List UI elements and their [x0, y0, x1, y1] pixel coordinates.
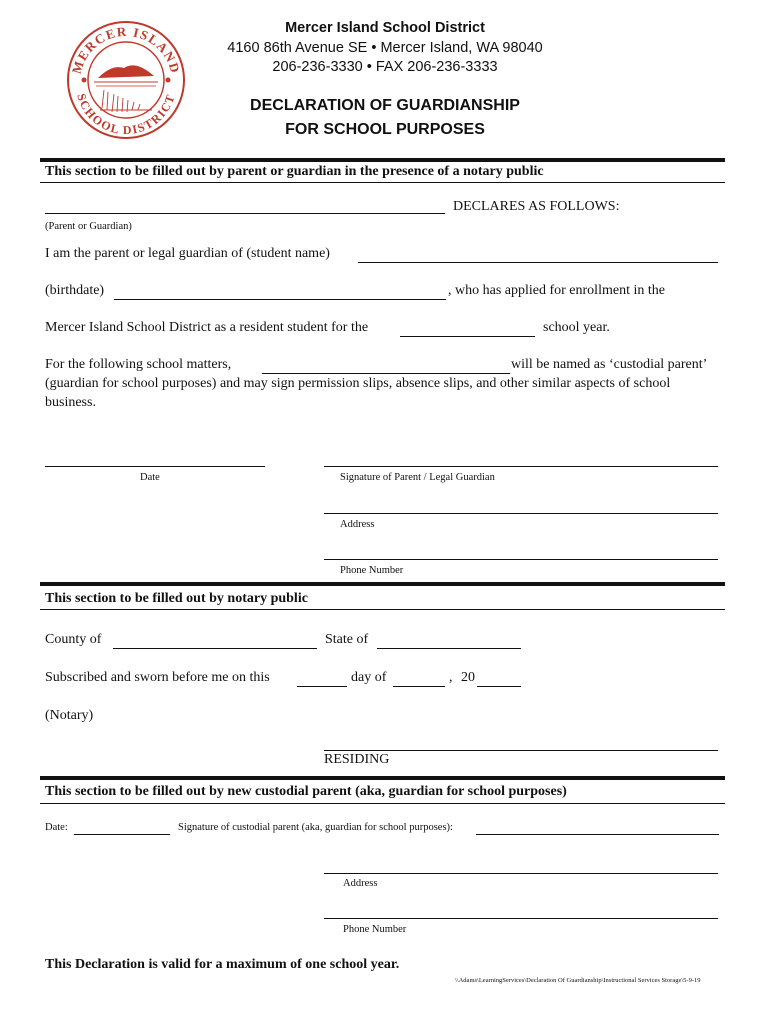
- county-field[interactable]: [113, 648, 317, 649]
- state-field[interactable]: [377, 648, 521, 649]
- matters-text-a: For the following school matters,: [45, 357, 232, 372]
- sworn-year-field[interactable]: [477, 686, 521, 687]
- seal-text-bottom: SCHOOL DISTRICT: [74, 91, 178, 138]
- form-title-line2: FOR SCHOOL PURPOSES: [285, 121, 485, 138]
- birthdate-field[interactable]: [114, 299, 446, 300]
- custodial-address-field[interactable]: [324, 873, 718, 874]
- parent-name-field[interactable]: [45, 213, 445, 214]
- matters-text-b: will be named as ‘custodial parent’: [511, 357, 708, 372]
- form-title-line1: DECLARATION OF GUARDIANSHIP: [250, 97, 520, 114]
- matters-text-d: business.: [45, 395, 96, 410]
- district-phone: 206-236-3330 • FAX 206-236-3333: [272, 59, 498, 75]
- custodial-name-field[interactable]: [262, 373, 510, 374]
- section1-bottom-rule: [40, 182, 725, 183]
- date-field[interactable]: [45, 466, 265, 467]
- sworn-day-field[interactable]: [297, 686, 347, 687]
- matters-text-c: (guardian for school purposes) and may sign permission slips, absence slips, and other similar aspects of school: [45, 376, 671, 391]
- parent-caption: (Parent or Guardian): [45, 221, 132, 232]
- guardian-signature-field[interactable]: [324, 466, 718, 467]
- school-year-label: school year.: [543, 320, 610, 335]
- section1-heading: This section to be filled out by parent or guardian in the presence of a notary public: [45, 164, 544, 179]
- notary-label: (Notary): [45, 708, 94, 723]
- birthdate-label: (birthdate): [45, 283, 105, 298]
- sworn-text-c: ,: [449, 670, 453, 685]
- section2-bottom-rule: [40, 609, 725, 610]
- custodial-signature-label: Signature of custodial parent (aka, guardian for school purposes):: [178, 822, 453, 833]
- residing-field[interactable]: [324, 750, 718, 751]
- section2-top-rule: [40, 582, 725, 586]
- guardian-address-field[interactable]: [324, 513, 718, 514]
- sworn-text-d: 20: [461, 670, 475, 685]
- district-address: 4160 86th Avenue SE • Mercer Island, WA 98040: [227, 40, 543, 56]
- svg-text:SCHOOL DISTRICT: [74, 92, 178, 137]
- seal-text-top: MERCER ISLAND: [68, 23, 184, 76]
- validity-note: This Declaration is valid for a maximum of one school year.: [45, 957, 400, 972]
- custodial-address-caption: Address: [343, 878, 378, 889]
- section2-heading: This section to be filled out by notary public: [45, 591, 308, 606]
- section3-bottom-rule: [40, 803, 725, 804]
- date-caption: Date: [140, 472, 160, 483]
- resident-text: Mercer Island School District as a resident student for the: [45, 320, 369, 335]
- section3-heading: This section to be filled out by new custodial parent (aka, guardian for school purposes): [45, 784, 567, 799]
- district-name: Mercer Island School District: [285, 20, 485, 36]
- applied-text: , who has applied for enrollment in the: [448, 283, 665, 298]
- guardian-phone-field[interactable]: [324, 559, 718, 560]
- phone-caption: Phone Number: [340, 565, 404, 576]
- custodial-signature-field[interactable]: [476, 834, 719, 835]
- address-caption: Address: [340, 519, 375, 530]
- section3-top-rule: [40, 776, 725, 780]
- student-name-label: I am the parent or legal guardian of (student name): [45, 246, 330, 261]
- sworn-month-field[interactable]: [393, 686, 445, 687]
- sworn-text-a: Subscribed and sworn before me on this: [45, 670, 270, 685]
- sworn-text-b: day of: [351, 670, 387, 685]
- district-seal-logo: [62, 20, 190, 140]
- signature-caption: Signature of Parent / Legal Guardian: [340, 472, 495, 483]
- school-year-field[interactable]: [400, 336, 535, 337]
- custodial-date-field[interactable]: [74, 834, 170, 835]
- custodial-phone-field[interactable]: [324, 918, 718, 919]
- residing-label: RESIDING: [324, 752, 390, 767]
- county-label: County of: [45, 632, 102, 647]
- section1-top-rule: [40, 158, 725, 162]
- state-label: State of: [325, 632, 369, 647]
- file-path: \\Adams\LearningServices\Declaration Of Guardianship\Instructional Services Storage\5-9-19: [455, 977, 701, 984]
- declares-label: DECLARES AS FOLLOWS:: [453, 199, 620, 214]
- custodial-date-label: Date:: [45, 822, 68, 833]
- student-name-field[interactable]: [358, 262, 718, 263]
- custodial-phone-caption: Phone Number: [343, 924, 407, 935]
